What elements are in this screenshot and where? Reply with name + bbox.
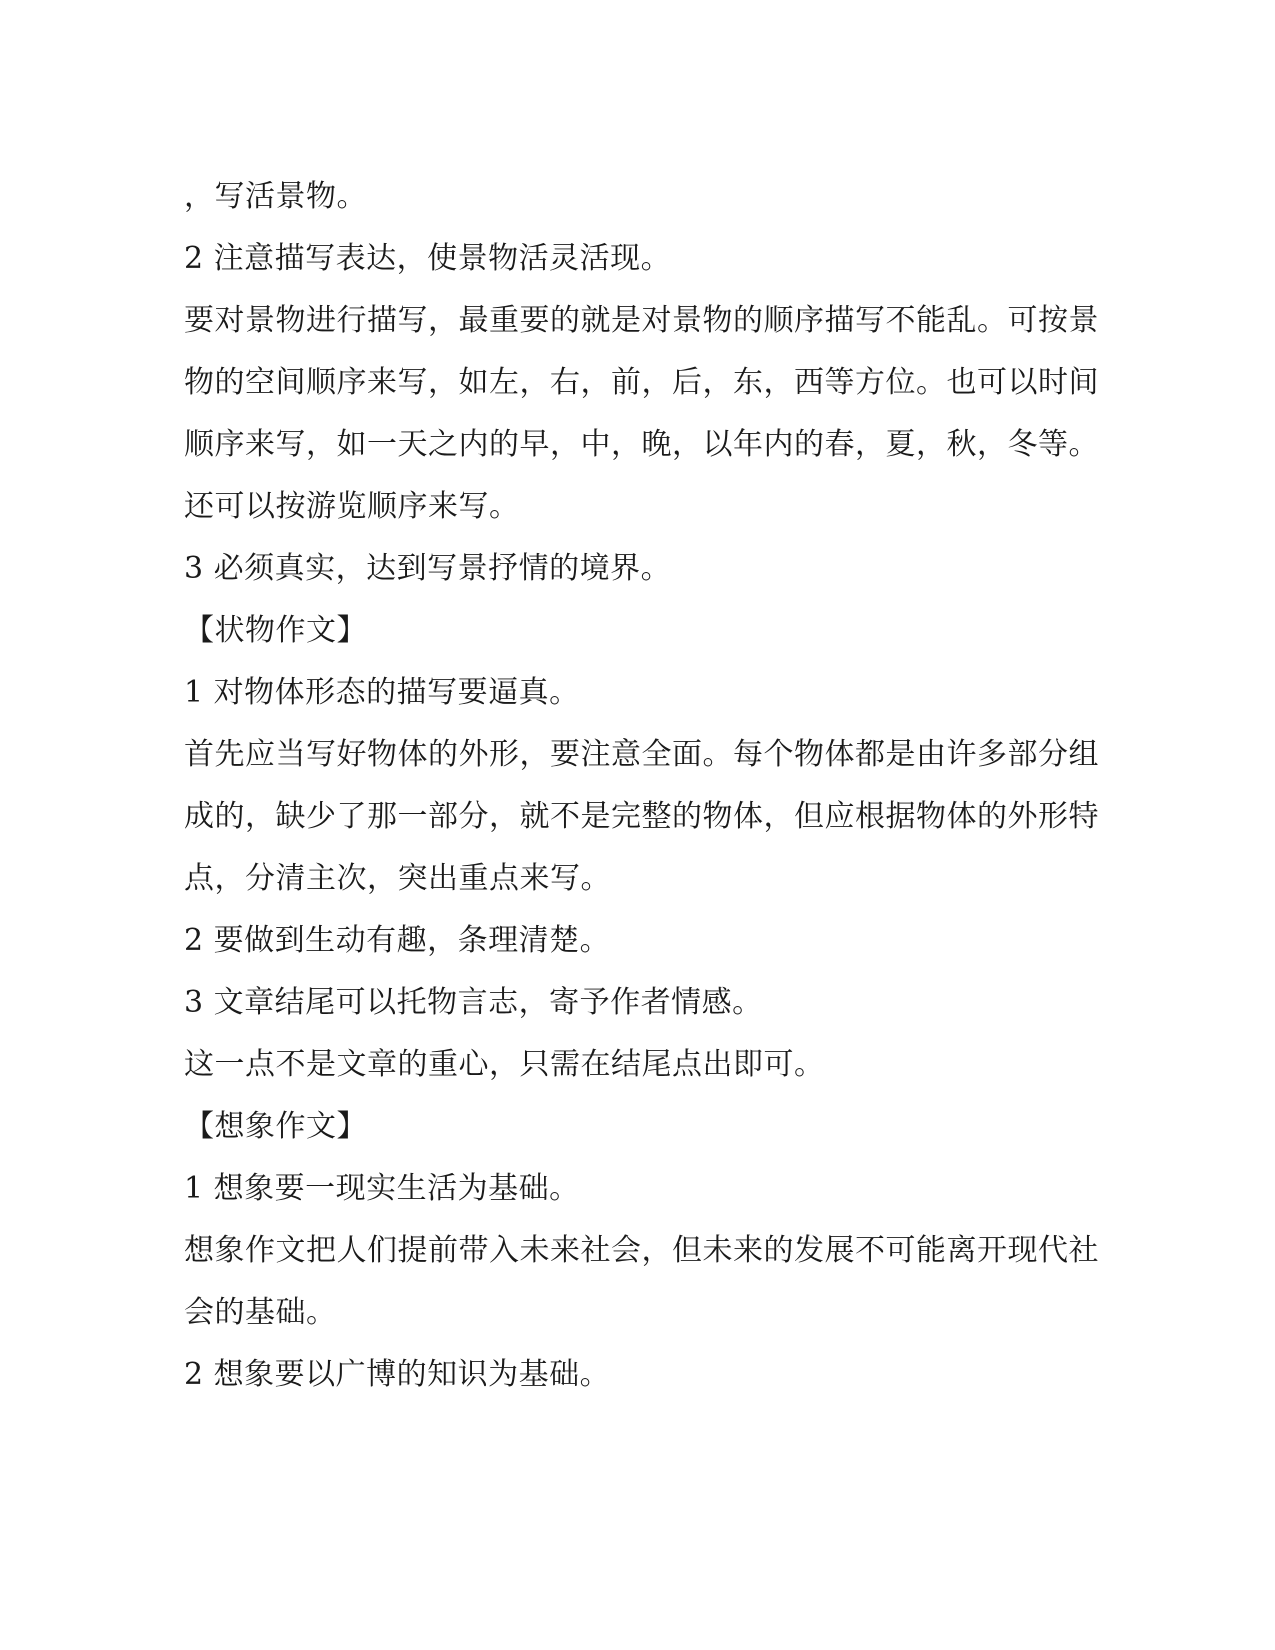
text-line: 3 必须真实，达到写景抒情的境界。: [184, 551, 672, 586]
text-line: 1 想象要一现实生活为基础。: [184, 1171, 580, 1206]
text-line: 会的基础。: [184, 1295, 337, 1330]
text-line: ，写活景物。: [184, 179, 367, 214]
text-line: 想象作文把人们提前带入未来社会，但未来的发展不可能离开现代社: [184, 1233, 1099, 1268]
section-heading: 【想象作文】: [184, 1109, 367, 1144]
text-line: 要对景物进行描写，最重要的就是对景物的顺序描写不能乱。可按景: [184, 303, 1099, 338]
text-line: 首先应当写好物体的外形，要注意全面。每个物体都是由许多部分组: [184, 737, 1099, 772]
text-line: 顺序来写，如一天之内的早，中，晚，以年内的春，夏，秋，冬等。: [184, 427, 1099, 462]
text-line: 物的空间顺序来写，如左，右，前，后，东，西等方位。也可以时间: [184, 365, 1099, 400]
text-line: 1 对物体形态的描写要逼真。: [184, 675, 580, 710]
text-line: 3 文章结尾可以托物言志，寄予作者情感。: [184, 985, 763, 1020]
section-heading: 【状物作文】: [184, 613, 367, 648]
text-line: 2 想象要以广博的知识为基础。: [184, 1357, 611, 1392]
text-line: 还可以按游览顺序来写。: [184, 489, 520, 524]
document-body: [184, 166, 1099, 1406]
text-line: 2 注意描写表达，使景物活灵活现。: [184, 241, 672, 276]
text-line: 这一点不是文章的重心，只需在结尾点出即可。: [184, 1047, 825, 1082]
text-line: 成的，缺少了那一部分，就不是完整的物体，但应根据物体的外形特: [184, 799, 1099, 834]
text-line: 点，分清主次，突出重点来写。: [184, 861, 611, 896]
text-line: 2 要做到生动有趣，条理清楚。: [184, 923, 611, 958]
